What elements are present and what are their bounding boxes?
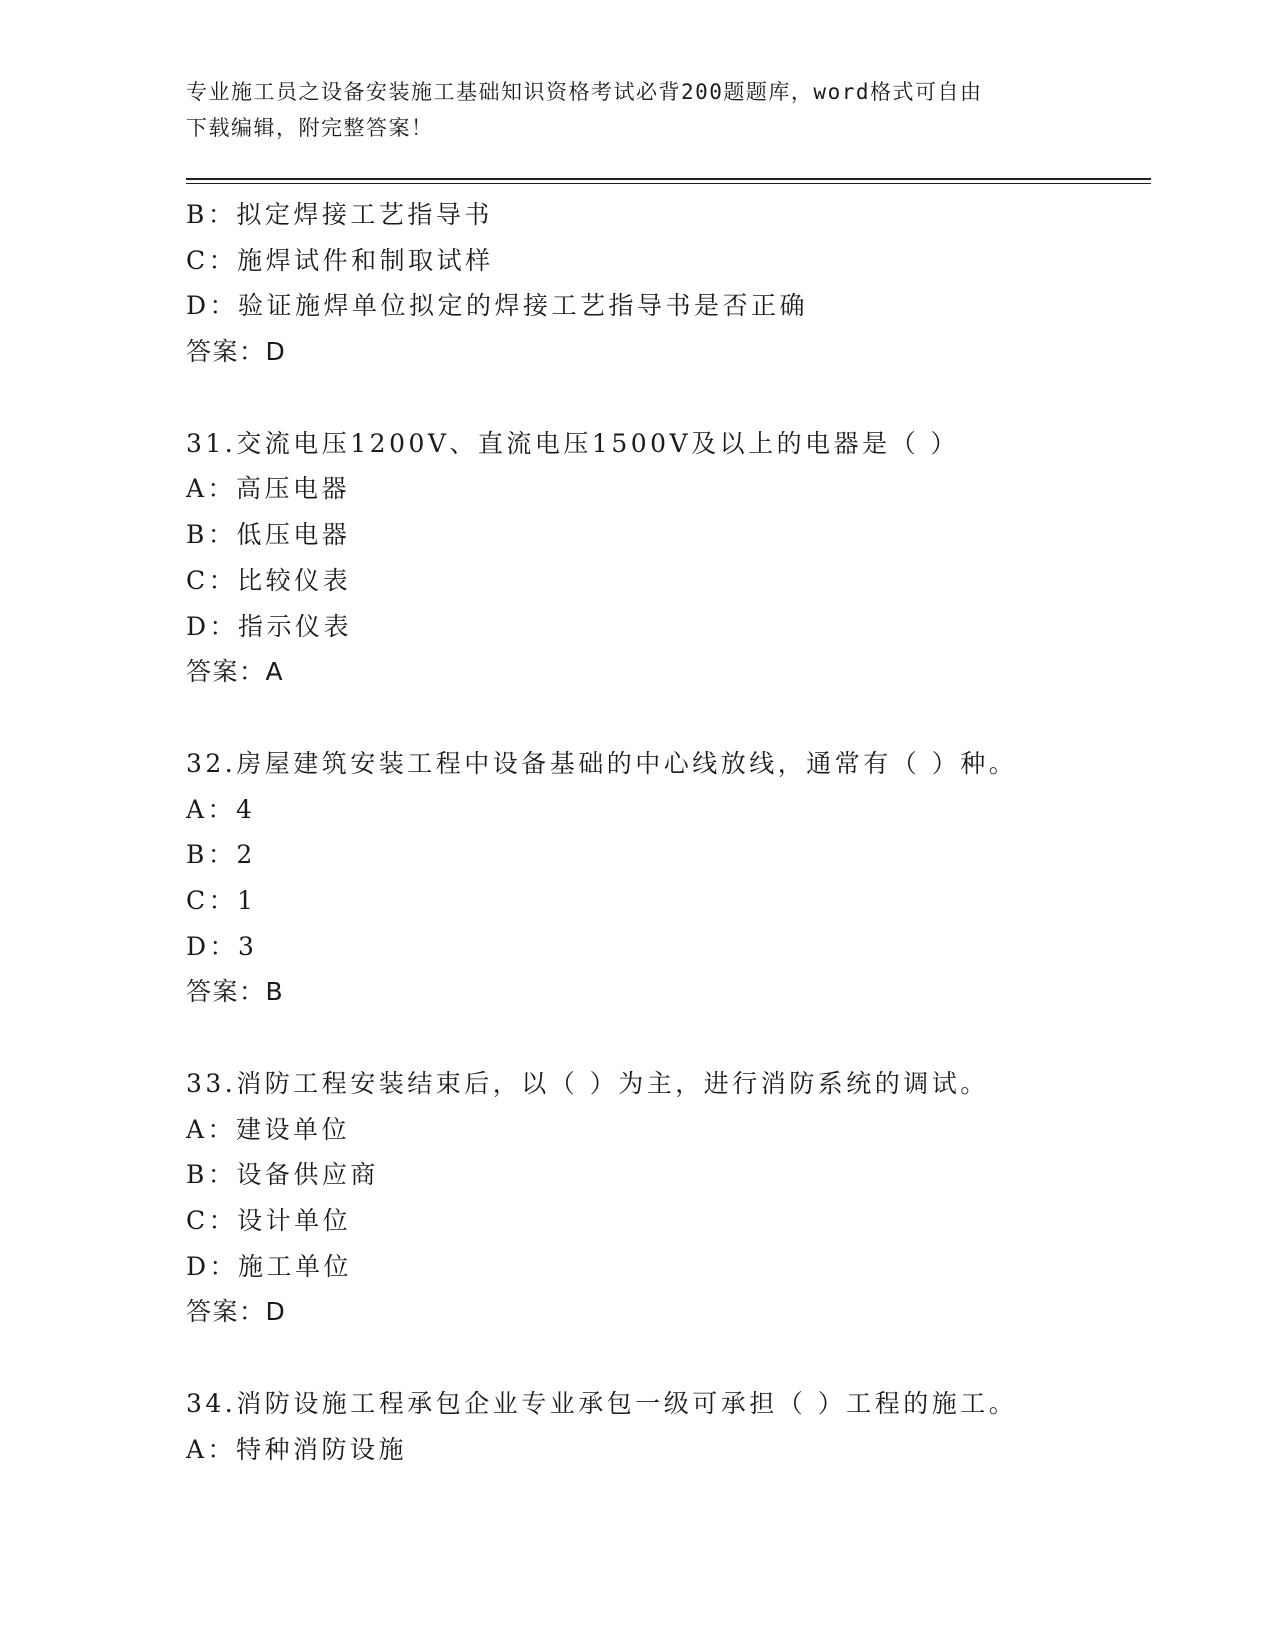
option-a: A：建设单位: [186, 1114, 351, 1144]
header-divider-thin: [186, 183, 1151, 184]
question-stem: 34.消防设施工程承包企业专业承包一级可承担（ ）工程的施工。: [186, 1389, 1018, 1419]
header-divider-thick: [186, 178, 1151, 180]
answer-line: 答案：D: [186, 1297, 287, 1327]
question-list: [186, 192, 1146, 1473]
option-d: D：3: [186, 931, 258, 961]
option-a: A：4: [186, 794, 256, 824]
answer-line: 答案：B: [186, 977, 285, 1007]
answer-line: 答案：D: [186, 337, 287, 367]
header-line-2: 下载编辑，附完整答案！: [186, 116, 434, 140]
option-d: D：指示仪表: [186, 611, 353, 641]
question-33: [186, 1061, 1146, 1335]
option-a: A：高压电器: [186, 474, 351, 504]
option-b: B：设备供应商: [186, 1160, 379, 1190]
answer-line: 答案：A: [186, 657, 285, 687]
option-c: C：比较仪表: [186, 565, 352, 595]
document-header: [186, 74, 1066, 146]
option-b: B：低压电器: [186, 520, 351, 550]
question-31: [186, 421, 1146, 695]
header-line-1: 专业施工员之设备安装施工基础知识资格考试必背200题题库，word格式可自由: [186, 80, 983, 104]
option-c: C：设计单位: [186, 1206, 352, 1236]
question-stem: 32.房屋建筑安装工程中设备基础的中心线放线，通常有（ ）种。: [186, 748, 1018, 778]
question-stem: 31.交流电压1200V、直流电压1500V及以上的电器是（ ）: [186, 428, 960, 458]
question-32: [186, 741, 1146, 1015]
option-a: A：特种消防设施: [186, 1434, 408, 1464]
question-30-continued: [186, 192, 1146, 375]
option-d: D：验证施焊单位拟定的焊接工艺指导书是否正确: [186, 291, 809, 321]
option-b: B：2: [186, 840, 256, 870]
option-b: B：拟定焊接工艺指导书: [186, 200, 493, 229]
question-stem: 33.消防工程安装结束后，以（ ）为主，进行消防系统的调试。: [186, 1069, 989, 1098]
option-c: C：施焊试件和制取试样: [186, 245, 494, 275]
option-d: D：施工单位: [186, 1251, 353, 1281]
question-34: [186, 1381, 1146, 1472]
option-c: C：1: [186, 885, 257, 915]
